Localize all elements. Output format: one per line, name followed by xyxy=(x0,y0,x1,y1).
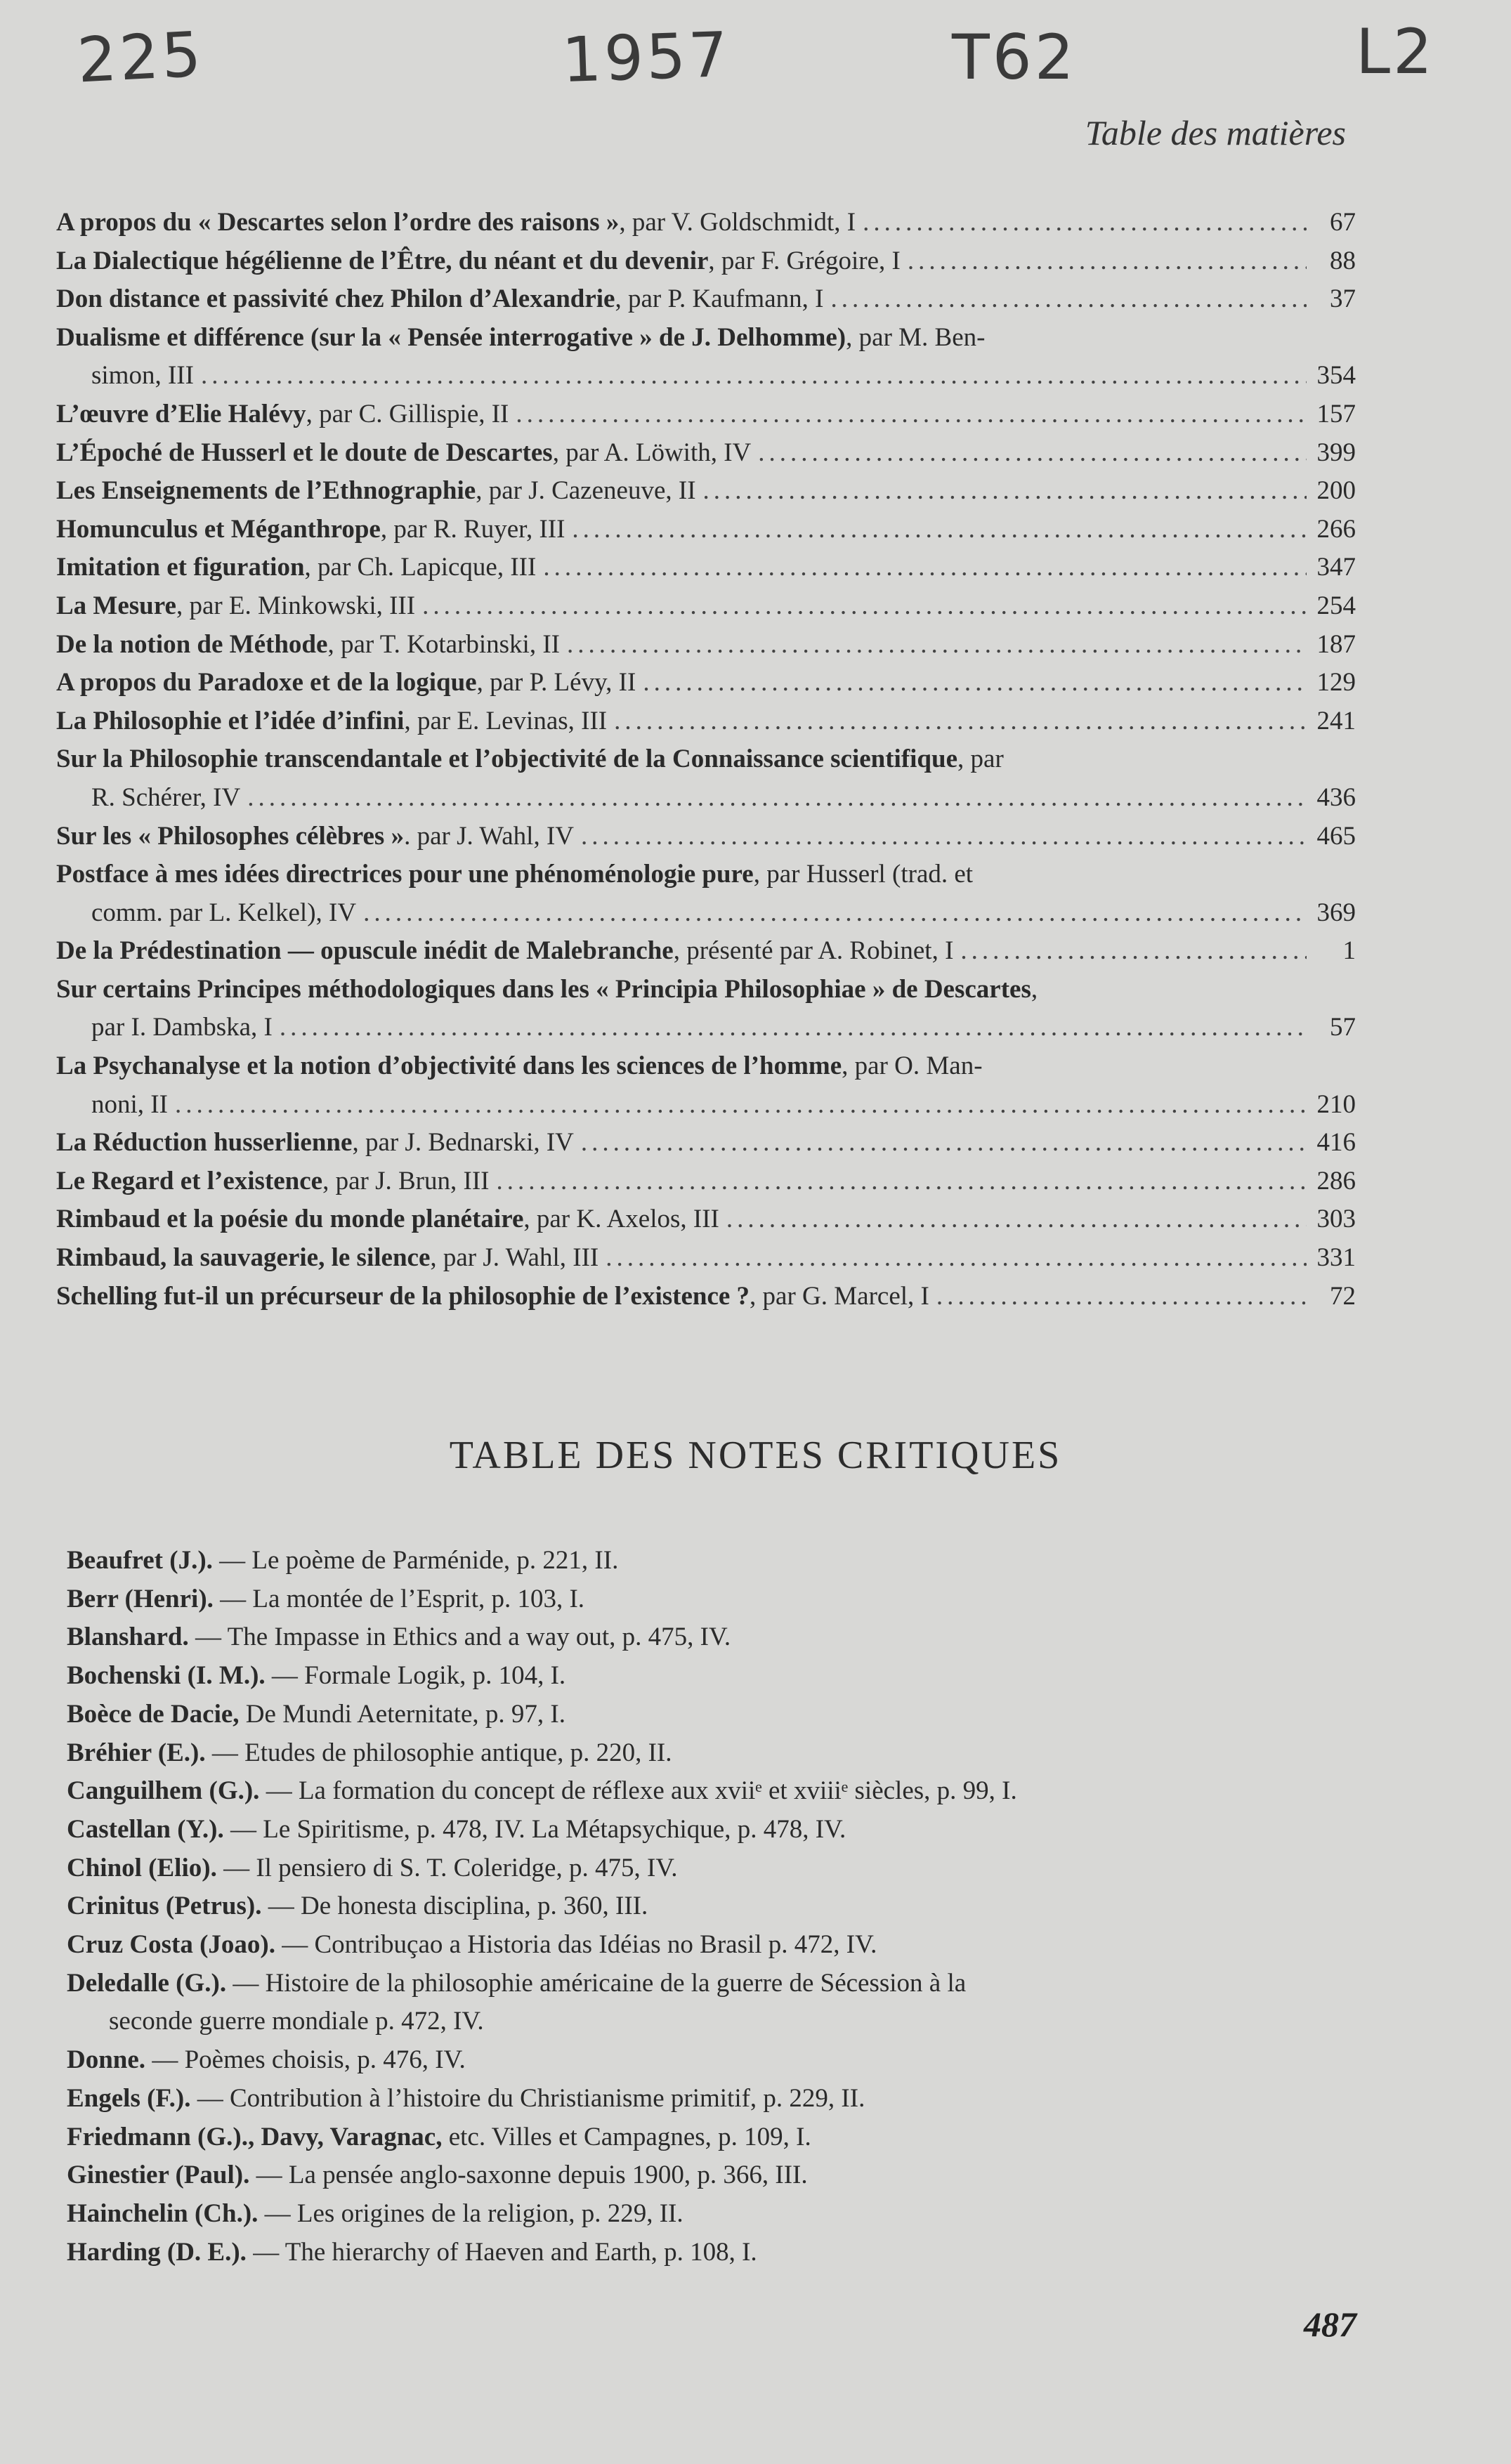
toc-entry xyxy=(56,1162,1356,1201)
toc-entry-line xyxy=(56,664,1356,702)
note-author: Chinol (Elio). xyxy=(67,1853,217,1882)
toc-entry-line xyxy=(56,204,1356,242)
toc-entry-line xyxy=(56,242,1356,281)
dot-leader xyxy=(960,932,1307,971)
toc-entry-title: Don distance et passivité chez Philon d’Alexandrie xyxy=(56,284,615,314)
note-author: Canguilhem (G.). xyxy=(67,1776,260,1806)
toc-entry-line xyxy=(56,587,1356,626)
toc-entry-line xyxy=(56,818,1356,856)
toc-entry-page: 354 xyxy=(1316,361,1356,391)
note-author: Friedmann (G.)., Davy, Varagnac, xyxy=(67,2122,443,2151)
toc-entry-continuation: simon, III xyxy=(91,361,194,391)
toc-entry-page: 88 xyxy=(1330,246,1356,275)
toc-entry-title: A propos du « Descartes selon l’ordre des raisons » xyxy=(56,208,620,237)
toc-entry-author: , par T. Kotarbinski, II xyxy=(327,629,560,659)
dot-leader xyxy=(572,511,1307,549)
toc-entry-line xyxy=(56,1009,1356,1047)
note-author: Ginestier (Paul). xyxy=(67,2161,250,2190)
toc-entry-title: Sur la Philosophie transcendantale et l’objectivité de la Connaissance scientifique xyxy=(56,745,958,774)
critical-note xyxy=(67,1887,1366,1926)
toc-entry-author: , par J. Cazeneuve, II xyxy=(476,476,696,506)
note-text: — Etudes de philosophie antique, p. 220, II. xyxy=(205,1738,672,1767)
toc-entry-title: Rimbaud et la poésie du monde planétaire xyxy=(56,1205,524,1234)
note-author: Bochenski (I. M.). xyxy=(67,1661,266,1691)
toc-entry xyxy=(56,1239,1356,1278)
note-author: Bréhier (E.). xyxy=(67,1738,206,1767)
dot-leader xyxy=(496,1162,1307,1201)
dot-leader xyxy=(703,472,1307,511)
dot-leader xyxy=(830,280,1307,319)
note-text: De Mundi Aeternitate, p. 97, I. xyxy=(239,1699,565,1729)
toc-entry-page: 465 xyxy=(1316,821,1356,851)
toc-entry-page: 57 xyxy=(1330,1013,1356,1042)
toc-entry-title: La Psychanalyse et la notion d’objectivité dans les sciences de l’homme xyxy=(56,1051,842,1081)
toc-entry-title: La Mesure xyxy=(56,591,176,620)
toc-entry-title: Sur les « Philosophes célèbres » xyxy=(56,821,405,851)
toc-entry-page: 67 xyxy=(1330,208,1356,237)
dot-leader xyxy=(581,818,1307,856)
critical-note xyxy=(67,1542,1366,1580)
dot-leader xyxy=(581,1124,1307,1162)
critical-note xyxy=(67,1696,1366,1734)
handwritten-note-1: 225 xyxy=(75,18,206,97)
note-author: Engels (F.). xyxy=(67,2083,191,2113)
note-text: — De honesta disciplina, p. 360, III. xyxy=(261,1892,648,1921)
toc-entry-author: , par K. Axelos, III xyxy=(523,1205,719,1234)
toc-entry-author: , par F. Grégoire, I xyxy=(708,246,901,275)
toc-entry-title: Schelling fut-il un précurseur de la philosophie de l’existence ? xyxy=(56,1281,750,1311)
notes-section-title: TABLE DES NOTES CRITIQUES xyxy=(449,1434,1062,1477)
dot-leader xyxy=(247,779,1307,818)
critical-note xyxy=(67,2195,1366,2234)
toc-entry-title: Homunculus et Méganthrope xyxy=(56,514,381,544)
toc-entry-line xyxy=(56,1278,1356,1316)
dot-leader xyxy=(726,1200,1307,1239)
dot-leader xyxy=(516,395,1307,434)
critical-note xyxy=(67,1772,1366,1811)
toc-entry-page: 200 xyxy=(1316,476,1356,506)
note-text: — The hierarchy of Haeven and Earth, p. 108, I. xyxy=(246,2237,757,2267)
toc-entry-page: 157 xyxy=(1316,399,1356,428)
note-continuation: seconde guerre mondiale p. 472, IV. xyxy=(109,2007,484,2036)
toc-entry-page: 436 xyxy=(1316,782,1356,812)
toc-entry-title: Sur certains Principes méthodologiques dans les « Principia Philosophiae » de Descartes xyxy=(56,974,1031,1004)
toc-entry xyxy=(56,1200,1356,1239)
table-of-contents xyxy=(56,204,1356,1316)
note-author: Berr (Henri). xyxy=(67,1584,214,1613)
toc-entry-page: 187 xyxy=(1316,629,1356,659)
dot-leader xyxy=(863,204,1307,242)
toc-entry-page: 241 xyxy=(1316,706,1356,735)
dot-leader xyxy=(363,894,1307,933)
toc-entry xyxy=(56,1047,1356,1124)
note-author: Boèce de Dacie, xyxy=(67,1699,240,1729)
handwritten-note-2: 1957 xyxy=(561,18,732,97)
toc-entry xyxy=(56,242,1356,281)
toc-entry-page: 331 xyxy=(1316,1243,1356,1273)
toc-entry-continuation: noni, II xyxy=(91,1089,168,1119)
toc-entry-title: Les Enseignements de l’Ethnographie xyxy=(56,476,476,506)
toc-entry xyxy=(56,395,1356,434)
critical-note xyxy=(67,2156,1366,2195)
toc-entry xyxy=(56,319,1356,395)
toc-entry-line xyxy=(56,779,1356,818)
toc-entry-line xyxy=(56,395,1356,434)
toc-entry-author: , par E. Minkowski, III xyxy=(176,591,416,620)
toc-entry-page: 210 xyxy=(1316,1089,1356,1119)
toc-entry-line xyxy=(56,856,1356,894)
toc-entry-author: , par E. Levinas, III xyxy=(404,706,608,735)
toc-entry-title: La Philosophie et l’idée d’infini xyxy=(56,706,405,735)
toc-entry-title: Imitation et figuration xyxy=(56,553,305,582)
toc-entry-title: La Réduction husserlienne xyxy=(56,1128,353,1158)
note-text: — La formation du concept de réflexe aux xviiᵉ et xviiiᵉ siècles, p. 99, I. xyxy=(259,1776,1017,1806)
toc-entry-page: 286 xyxy=(1316,1166,1356,1195)
toc-entry-title: L’Époché de Husserl et le doute de Descartes xyxy=(56,438,553,467)
dot-leader xyxy=(936,1278,1307,1316)
toc-entry-author: , par R. Ruyer, III xyxy=(380,514,565,544)
dot-leader xyxy=(543,549,1307,587)
note-text: — Les origines de la religion, p. 229, II. xyxy=(258,2198,683,2228)
dot-leader xyxy=(758,434,1307,473)
toc-entry-author: , par Ch. Lapicque, III xyxy=(304,553,537,582)
dot-leader xyxy=(643,664,1307,702)
toc-entry-author: , par O. Man- xyxy=(842,1051,983,1081)
toc-entry-line xyxy=(56,280,1356,319)
toc-entry-line xyxy=(56,1086,1356,1125)
note-author: Donne. xyxy=(67,2045,146,2075)
toc-entry-author: , par P. Kaufmann, I xyxy=(615,284,824,314)
toc-entry-author: , présenté par A. Robinet, I xyxy=(673,936,954,966)
toc-entry-author: , par C. Gillispie, II xyxy=(306,399,509,428)
toc-entry xyxy=(56,511,1356,549)
critical-notes-list xyxy=(67,1542,1366,2272)
note-text: — Il pensiero di S. T. Coleridge, p. 475, IV. xyxy=(216,1853,678,1882)
toc-entry xyxy=(56,1124,1356,1162)
note-text: — Le Spiritisme, p. 478, IV. La Métapsychique, p. 478, IV. xyxy=(223,1814,846,1844)
note-text: — Le poème de Parménide, p. 221, II. xyxy=(212,1546,619,1575)
toc-entry-line xyxy=(56,1239,1356,1278)
toc-entry-line xyxy=(56,626,1356,664)
note-text: — Histoire de la philosophie américaine de la guerre de Sécession à la xyxy=(226,1968,967,1998)
critical-note xyxy=(67,1657,1366,1696)
toc-entry-author: , par J. Wahl, III xyxy=(430,1243,599,1273)
toc-entry-page: 399 xyxy=(1316,438,1356,467)
toc-entry-line xyxy=(56,549,1356,587)
toc-entry-author: . par J. Wahl, IV xyxy=(404,821,575,851)
critical-note xyxy=(67,2118,1366,2157)
dot-leader xyxy=(280,1009,1307,1047)
toc-entry-author: , par Husserl (trad. et xyxy=(753,860,974,889)
toc-entry-page: 369 xyxy=(1316,898,1356,927)
toc-entry-author: , par M. Ben- xyxy=(846,322,986,352)
critical-note xyxy=(67,1965,1366,2041)
toc-entry-page: 72 xyxy=(1330,1281,1356,1311)
toc-entry xyxy=(56,664,1356,702)
note-author: Deledalle (G.). xyxy=(67,1968,227,1998)
toc-entry-title: Le Regard et l’existence xyxy=(56,1166,323,1195)
toc-entry xyxy=(56,587,1356,626)
toc-entry xyxy=(56,740,1356,817)
toc-entry-title: De la notion de Méthode xyxy=(56,629,328,659)
toc-entry-page: 266 xyxy=(1316,514,1356,544)
toc-entry-line xyxy=(56,702,1356,741)
dot-leader xyxy=(201,357,1307,395)
toc-entry-line xyxy=(56,1047,1356,1086)
toc-entry-author: , par J. Bednarski, IV xyxy=(352,1128,574,1158)
page-number: 487 xyxy=(1304,2305,1356,2344)
toc-entry-page: 1 xyxy=(1342,936,1356,966)
note-author: Beaufret (J.). xyxy=(67,1546,213,1575)
toc-entry-page: 416 xyxy=(1316,1128,1356,1158)
note-author: Blanshard. xyxy=(67,1623,189,1652)
toc-entry-title: L’œuvre d’Elie Halévy xyxy=(56,399,306,428)
critical-note xyxy=(67,1811,1366,1849)
dot-leader xyxy=(908,242,1307,281)
dot-leader xyxy=(422,587,1307,626)
note-text: — Formale Logik, p. 104, I. xyxy=(265,1661,566,1691)
toc-entry-line xyxy=(56,357,1356,395)
toc-entry-continuation: comm. par L. Kelkel), IV xyxy=(91,898,357,927)
critical-note xyxy=(67,1926,1366,1965)
toc-entry-line xyxy=(56,1200,1356,1239)
toc-entry-title: La Dialectique hégélienne de l’Être, du néant et du devenir xyxy=(56,246,709,275)
toc-entry-line xyxy=(56,894,1356,933)
note-text: — Poèmes choisis, p. 476, IV. xyxy=(145,2045,466,2075)
critical-note xyxy=(67,1618,1366,1657)
handwritten-note-3: T62 xyxy=(952,21,1077,93)
note-text: — La pensée anglo-saxonne depuis 1900, p. 366, III. xyxy=(249,2161,808,2190)
toc-entry xyxy=(56,818,1356,856)
toc-entry xyxy=(56,971,1356,1047)
toc-entry-author: , par J. Brun, III xyxy=(322,1166,490,1195)
note-text: — Contribution à l’histoire du Christianisme primitif, p. 229, II. xyxy=(190,2083,865,2113)
toc-entry-line xyxy=(56,740,1356,779)
note-text: — The Impasse in Ethics and a way out, p. 475, IV. xyxy=(188,1623,731,1652)
toc-entry xyxy=(56,702,1356,741)
toc-entry xyxy=(56,280,1356,319)
note-author: Castellan (Y.). xyxy=(67,1814,224,1844)
toc-entry-continuation: par I. Dambska, I xyxy=(91,1013,273,1042)
toc-entry-page: 254 xyxy=(1316,591,1356,620)
dot-leader xyxy=(175,1086,1307,1125)
toc-entry-line xyxy=(56,932,1356,971)
toc-entry xyxy=(56,434,1356,473)
critical-note xyxy=(67,1849,1366,1888)
toc-entry-title: Postface à mes idées directrices pour une phénoménologie pure xyxy=(56,860,754,889)
toc-entry-author: , xyxy=(1031,974,1038,1004)
note-author: Cruz Costa (Joao). xyxy=(67,1930,275,1960)
toc-entry-title: A propos du Paradoxe et de la logique xyxy=(56,668,477,697)
dot-leader xyxy=(606,1239,1307,1278)
critical-note xyxy=(67,1580,1366,1619)
critical-note xyxy=(67,2234,1366,2272)
toc-entry-author: , par A. Löwith, IV xyxy=(552,438,752,467)
toc-entry xyxy=(56,549,1356,587)
note-author: Harding (D. E.). xyxy=(67,2237,247,2267)
critical-note xyxy=(67,2041,1366,2080)
toc-entry-continuation: R. Schérer, IV xyxy=(91,782,241,812)
toc-entry-line xyxy=(56,434,1356,473)
handwritten-note-4: L2 xyxy=(1356,15,1436,88)
toc-entry xyxy=(56,204,1356,242)
dot-leader xyxy=(614,702,1307,741)
toc-entry-line xyxy=(56,472,1356,511)
toc-entry-page: 129 xyxy=(1316,668,1356,697)
note-text: — La montée de l’Esprit, p. 103, I. xyxy=(213,1584,585,1613)
toc-entry-title: Dualisme et différence (sur la « Pensée interrogative » de J. Delhomme) xyxy=(56,322,846,352)
toc-entry-author: , par V. Goldschmidt, I xyxy=(619,208,856,237)
note-text: — Contribuçao a Historia das Idéias no Brasil p. 472, IV. xyxy=(275,1930,877,1960)
note-text: etc. Villes et Campagnes, p. 109, I. xyxy=(442,2122,811,2151)
toc-entry xyxy=(56,472,1356,511)
running-head: Table des matières xyxy=(1085,113,1346,152)
toc-entry-author: , par xyxy=(957,745,1004,774)
toc-entry xyxy=(56,932,1356,971)
toc-entry-line xyxy=(56,319,1356,358)
toc-entry-author: , par G. Marcel, I xyxy=(750,1281,929,1311)
toc-entry-line xyxy=(56,1162,1356,1201)
toc-entry-author: , par P. Lévy, II xyxy=(476,668,636,697)
toc-entry xyxy=(56,626,1356,664)
note-author: Hainchelin (Ch.). xyxy=(67,2198,259,2228)
toc-entry xyxy=(56,856,1356,932)
toc-entry-line xyxy=(56,971,1356,1009)
toc-entry-page: 347 xyxy=(1316,553,1356,582)
critical-note xyxy=(67,2080,1366,2118)
dot-leader xyxy=(567,626,1307,664)
toc-entry-page: 37 xyxy=(1330,284,1356,314)
critical-note xyxy=(67,1734,1366,1773)
toc-entry-title: Rimbaud, la sauvagerie, le silence xyxy=(56,1243,431,1273)
toc-entry-line xyxy=(56,511,1356,549)
toc-entry xyxy=(56,1278,1356,1316)
toc-entry-title: De la Prédestination — opuscule inédit de Malebranche xyxy=(56,936,674,966)
toc-entry-page: 303 xyxy=(1316,1205,1356,1234)
toc-entry-line xyxy=(56,1124,1356,1162)
note-author: Crinitus (Petrus). xyxy=(67,1892,262,1921)
